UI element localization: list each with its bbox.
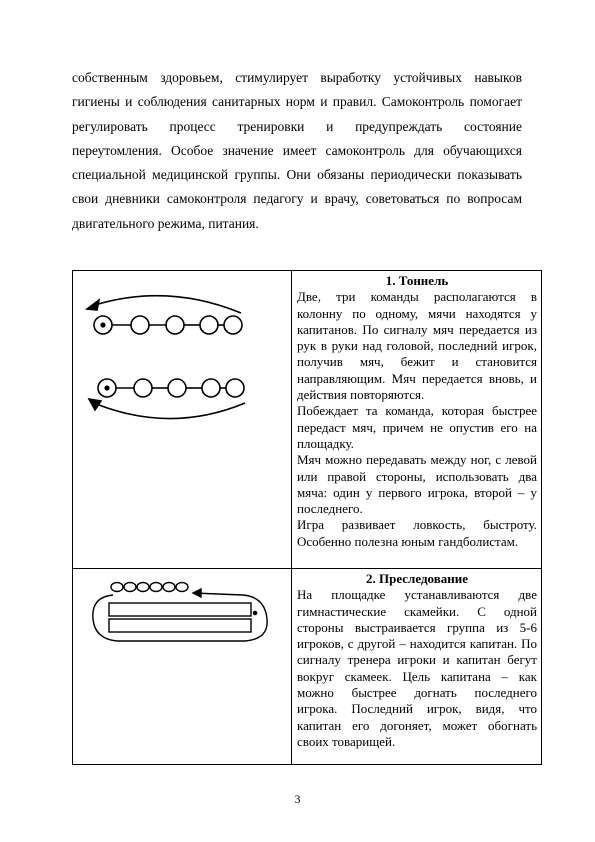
intro-line: двигательного режима, питания. [72,215,259,231]
tunnel-diagram [73,271,291,563]
game-paragraph: На площадке устанавливаются две гимнастические скамейки. С одной стороны выстраивается группа из 5-6 игроков, с другой – находится капитан. По сигналу тренера игроки и капитан бегут вокруг скамеек. Цель капитана – как можно быстрее догнать последнего игрока. Последний игрок, видя, что капитан его догоняет, может обогнать своих товарищей. [297,587,537,749]
intro-line: регулировать процесс тренировки и предупреждать состояние [72,118,522,134]
pursuit-diagram [73,569,291,759]
pursuit-description [292,569,542,765]
games-table [72,270,542,765]
game-paragraph: Две, три команды располагаются в колонну по одному, мячи находятся у капитанов. По сигналу мяч передается из рук в руки над головой, последний игрок, получив мяч, бежит и становится направляющим. Мяч передается вновь, и действия повторяются. [297,289,537,403]
intro-line: переутомления. Особое значение имеет самоконтроль для обучающихся [72,142,522,158]
tunnel-description [292,271,542,569]
game-title: 1. Тоннель [385,273,449,288]
page-number: 3 [294,792,301,806]
game-row-tunnel [73,271,542,569]
tunnel-diagram-cell [73,271,292,569]
game-paragraph: Игра развивает ловкость, быстроту. Особенно полезна юным гандболистам. [297,517,537,549]
pursuit-diagram-cell [73,569,292,765]
intro-line: свои дневники самоконтроля педагогу и врачу, советоваться по вопросам [72,191,522,207]
intro-line: специальной медицинской группы. Они обязаны периодически показывать [72,167,522,183]
game-paragraph: Мяч можно передавать между ног, с левой или правой стороны, использовать два мяча: один у первого игрока, второй – у последнего. [297,452,537,517]
intro-line: гигиены и соблюдения санитарных норм и правил. Самоконтроль помогает [72,94,522,110]
game-title: 2. Преследование [366,571,468,586]
intro-line: собственным здоровьем, стимулирует выработку устойчивых навыков [72,70,522,85]
game-paragraph: Побеждает та команда, которая быстрее передаст мяч, причем не опустив его на площадку. [297,403,537,451]
intro-text [72,66,522,236]
game-row-pursuit [73,569,542,765]
